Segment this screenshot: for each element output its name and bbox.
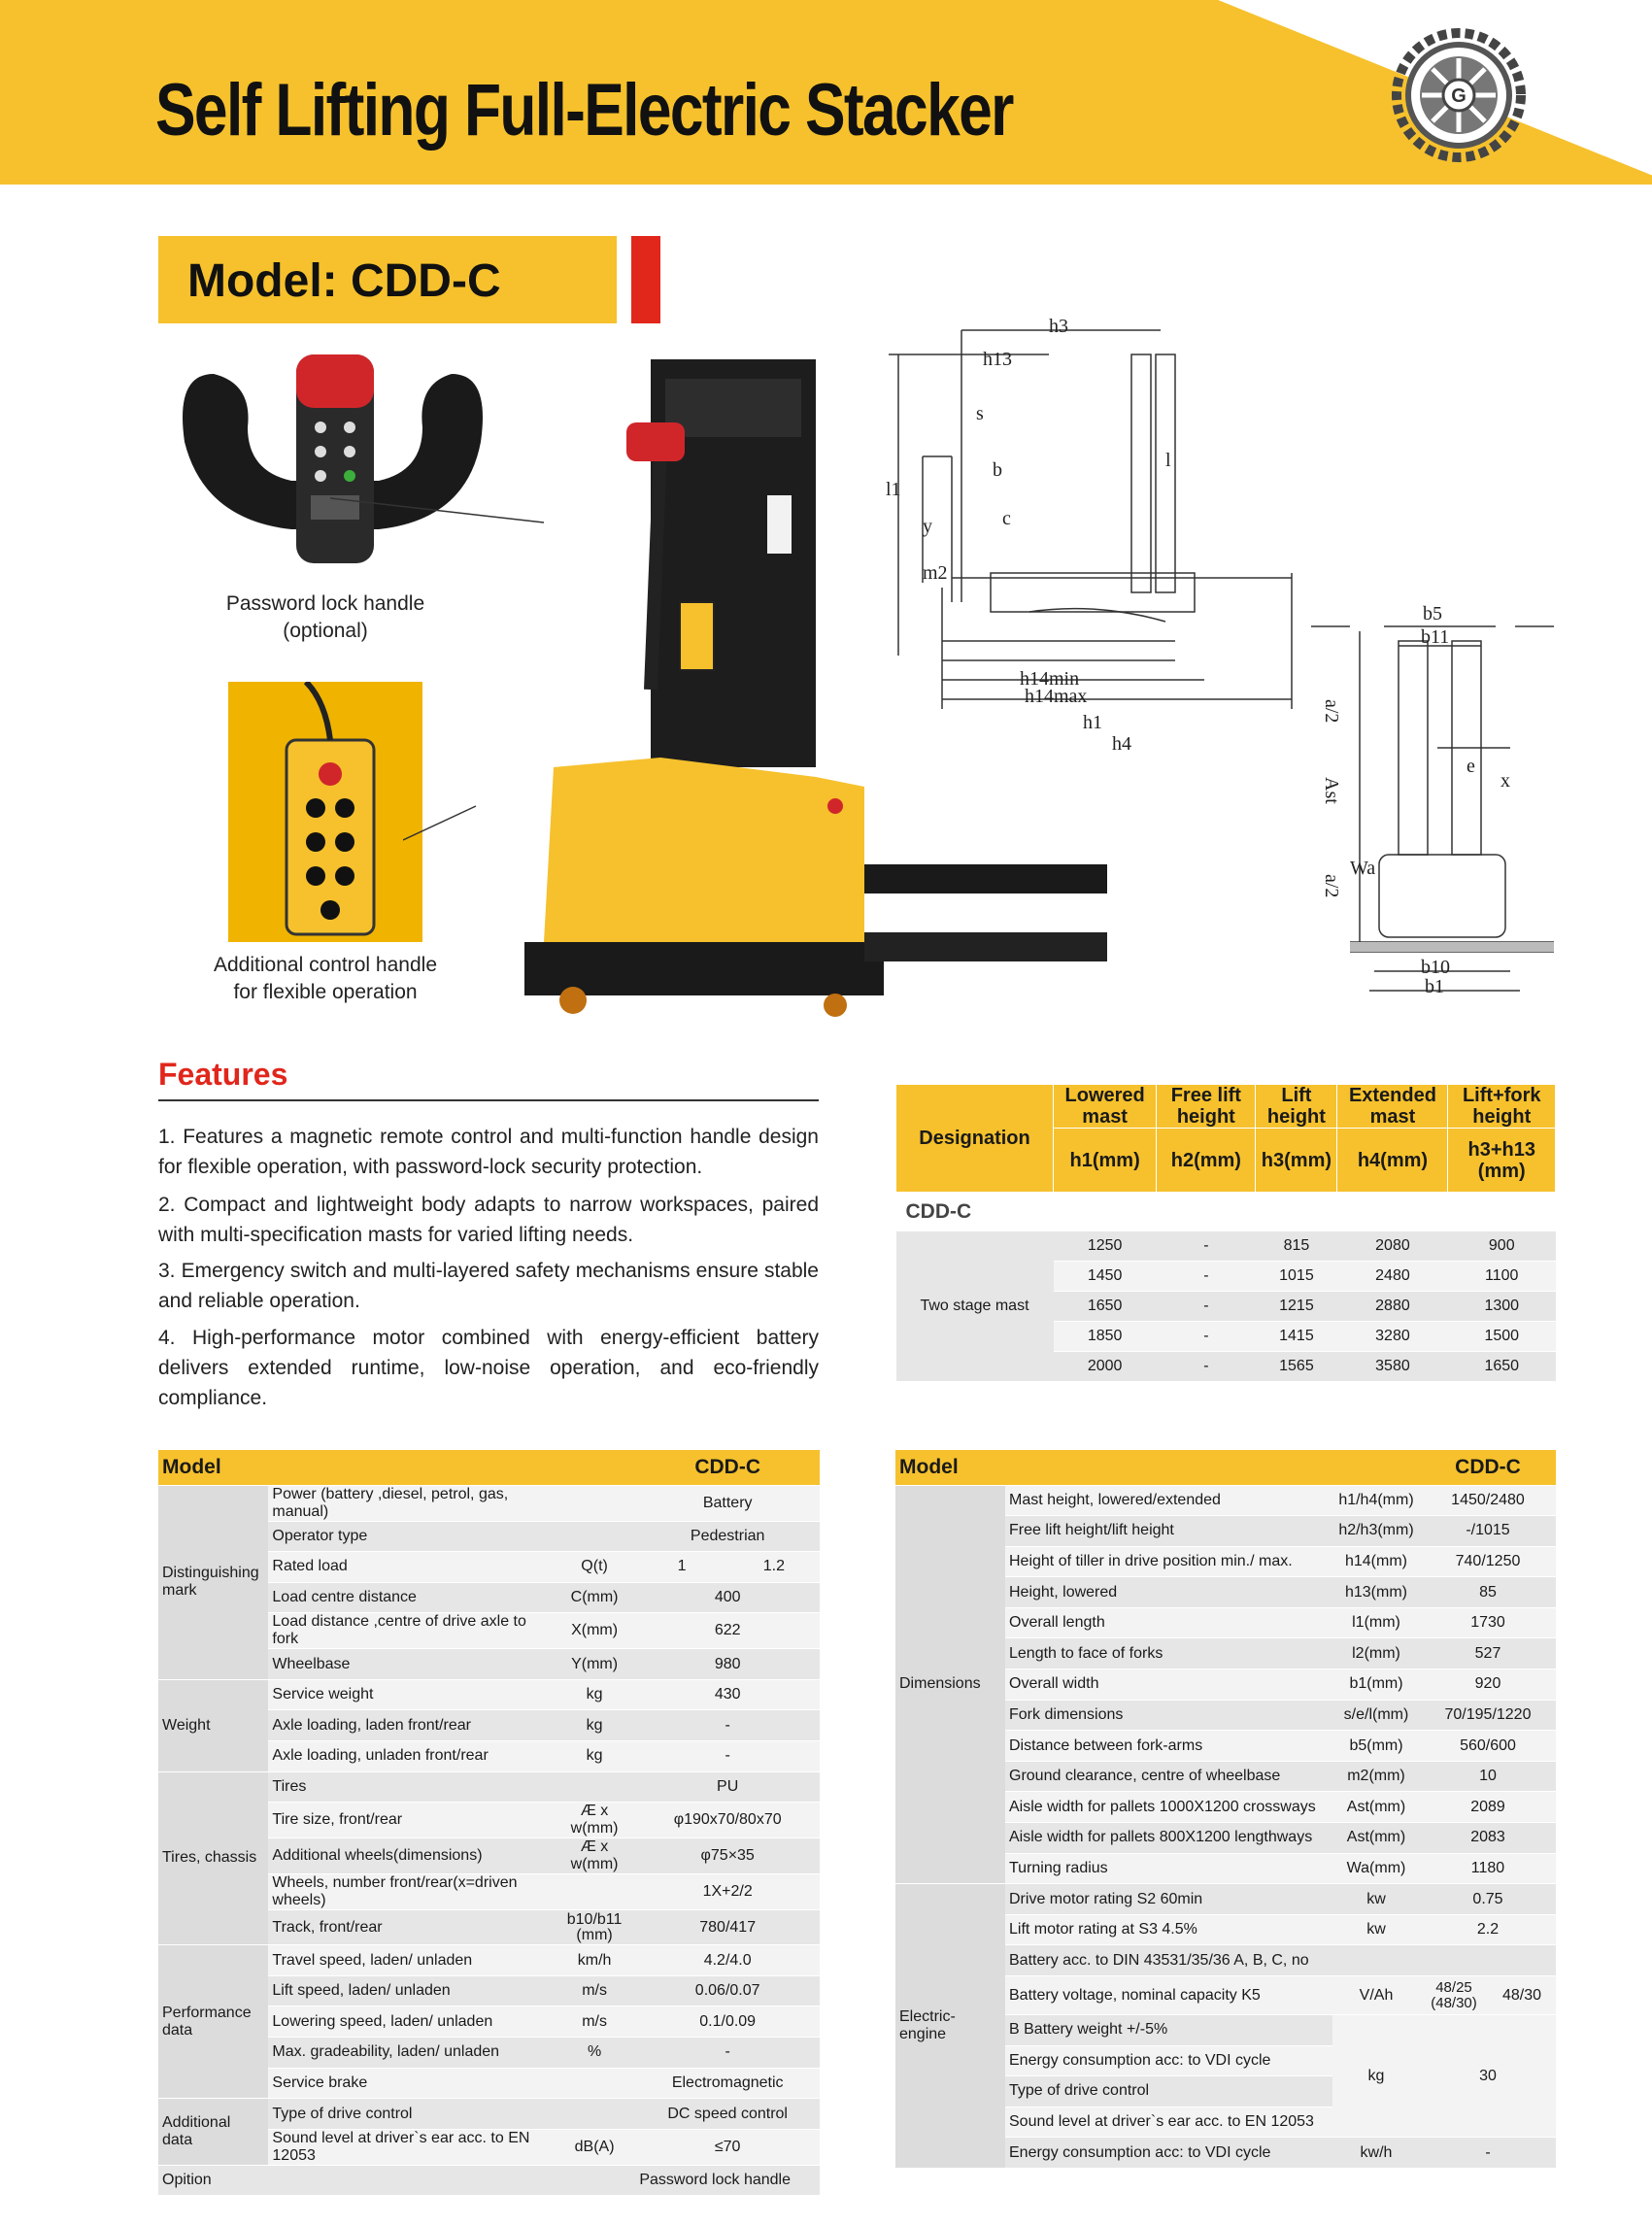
- cell: 3580: [1337, 1352, 1448, 1382]
- row-label: Turning radius: [1005, 1853, 1332, 1884]
- spec-model-label: Model: [158, 1450, 635, 1485]
- row-label: Additional wheels(dimensions): [268, 1838, 553, 1874]
- row-unit: Wa(mm): [1332, 1853, 1420, 1884]
- row-label: Sound level at driver`s ear acc. to EN 12053: [1005, 2107, 1332, 2138]
- row-value: φ75×35: [635, 1838, 820, 1874]
- svg-text:l: l: [1165, 450, 1171, 471]
- row-value: 70/195/1220: [1420, 1700, 1556, 1731]
- row-value: 1X+2/2: [635, 1874, 820, 1910]
- row-label: Max. gradeability, laden/ unladen: [268, 2038, 553, 2069]
- row-value-2: 1.2: [728, 1552, 820, 1583]
- row-value: 85: [1420, 1577, 1556, 1608]
- row-value: Pedestrian: [635, 1521, 820, 1552]
- top-view-diagram: [1306, 602, 1559, 1010]
- svg-text:b: b: [993, 459, 1002, 481]
- row-unit: l1(mm): [1332, 1607, 1420, 1638]
- col-unit: h3+h13 (mm): [1448, 1129, 1556, 1193]
- cell: 1250: [1054, 1231, 1157, 1262]
- row-label: Energy consumption acc: to VDI cycle: [1005, 2045, 1332, 2076]
- svg-text:b10: b10: [1421, 957, 1450, 978]
- feature-item-4: 4. High-performance motor combined with energy-efficient battery delivers extended runtime, low-noise operation, and eco-friendly compliance.: [158, 1327, 819, 1409]
- row-unit: m/s: [554, 1975, 636, 2006]
- col-unit: h1(mm): [1054, 1129, 1157, 1193]
- row-label: Fork dimensions: [1005, 1700, 1332, 1731]
- row-label: Lowering speed, laden/ unladen: [268, 2006, 553, 2038]
- row-unit: Æ x w(mm): [554, 1803, 636, 1838]
- svg-text:a/2: a/2: [1321, 874, 1342, 898]
- svg-text:h13: h13: [983, 349, 1012, 370]
- row-value: 560/600: [1420, 1731, 1556, 1762]
- spec-model-label: Model: [895, 1450, 1420, 1485]
- row-label: Height of tiller in drive position min./ max.: [1005, 1546, 1332, 1577]
- row-value: 2089: [1420, 1792, 1556, 1823]
- svg-text:l1: l1: [886, 479, 901, 500]
- feature-item-1: 1. Features a magnetic remote control and multi-function handle design for flexible operation, with password-lock security protection.: [158, 1126, 819, 1178]
- row-value: -: [635, 2038, 820, 2069]
- mast-group: Two stage mast: [896, 1231, 1054, 1382]
- row-label: Aisle width for pallets 800X1200 lengthways: [1005, 1823, 1332, 1854]
- cell: 3280: [1337, 1322, 1448, 1352]
- cell: 1650: [1448, 1352, 1556, 1382]
- row-value: 0.1/0.09: [635, 2006, 820, 2038]
- svg-text:c: c: [1002, 508, 1011, 529]
- group-electric: Electric- engine: [895, 1884, 1005, 2169]
- option-label: Opition: [158, 2165, 635, 2196]
- row-value: 30: [1420, 2015, 1556, 2138]
- cell: 1500: [1448, 1322, 1556, 1352]
- row-value: 10: [1420, 1761, 1556, 1792]
- row-value: 2083: [1420, 1823, 1556, 1854]
- cell: 900: [1448, 1231, 1556, 1262]
- row-value: 48/25 (48/30): [1420, 1976, 1488, 2015]
- col-unit: h3(mm): [1256, 1129, 1337, 1193]
- control-caption: Additional control handle for flexible operation: [214, 954, 437, 1003]
- row-label: Overall length: [1005, 1607, 1332, 1638]
- row-unit: Q(t): [554, 1552, 636, 1583]
- row-unit: kw/h: [1332, 2138, 1420, 2169]
- cell: -: [1157, 1292, 1256, 1322]
- row-value: 622: [635, 1613, 820, 1649]
- cell: 1100: [1448, 1262, 1556, 1292]
- row-value: [1420, 1945, 1556, 1976]
- row-value: -: [635, 1741, 820, 1772]
- row-unit: s/e/l(mm): [1332, 1700, 1420, 1731]
- svg-text:Wa: Wa: [1350, 858, 1376, 879]
- row-value: -/1015: [1420, 1516, 1556, 1547]
- row-unit: h13(mm): [1332, 1577, 1420, 1608]
- cell: 1015: [1256, 1262, 1337, 1292]
- cell: -: [1157, 1262, 1256, 1292]
- svg-text:e: e: [1467, 756, 1475, 777]
- row-label: Aisle width for pallets 1000X1200 crossways: [1005, 1792, 1332, 1823]
- row-label: Lift motor rating at S3 4.5%: [1005, 1914, 1332, 1945]
- spec-model-value: CDD-C: [1420, 1450, 1556, 1485]
- row-label: Type of drive control: [268, 2099, 553, 2130]
- row-value: 780/417: [635, 1910, 820, 1945]
- page-title: Self Lifting Full-Electric Stacker: [155, 69, 1013, 152]
- row-unit: [1332, 1945, 1420, 1976]
- svg-text:a/2: a/2: [1321, 699, 1342, 724]
- svg-text:h1: h1: [1083, 712, 1102, 733]
- cell: 1650: [1054, 1292, 1157, 1322]
- row-value: DC speed control: [635, 2099, 820, 2130]
- row-value: 400: [635, 1582, 820, 1613]
- row-value: -: [635, 1710, 820, 1741]
- row-unit: kg: [554, 1741, 636, 1772]
- group-performance: Performance data: [158, 1945, 268, 2099]
- row-label: Height, lowered: [1005, 1577, 1332, 1608]
- row-label: Ground clearance, centre of wheelbase: [1005, 1761, 1332, 1792]
- row-value: 1450/2480: [1420, 1485, 1556, 1516]
- row-value: 1730: [1420, 1607, 1556, 1638]
- col-unit: h2(mm): [1157, 1129, 1256, 1193]
- row-unit: kg: [554, 1679, 636, 1710]
- control-pointer-line: [403, 801, 481, 845]
- row-label: Track, front/rear: [268, 1910, 553, 1945]
- svg-text:h3: h3: [1049, 316, 1068, 337]
- svg-text:b5: b5: [1423, 603, 1442, 624]
- row-unit: [554, 2068, 636, 2099]
- designation-model: CDD-C: [896, 1193, 1556, 1231]
- row-unit: [554, 1874, 636, 1910]
- feature-item-3: 3. Emergency switch and multi-layered safety mechanisms ensure stable and reliable operation.: [158, 1260, 819, 1312]
- row-unit: b1(mm): [1332, 1669, 1420, 1701]
- row-unit: kg: [1332, 2015, 1420, 2138]
- feature-item-2: 2. Compact and lightweight body adapts to narrow workspaces, paired with multi-specification masts for varied lifting needs.: [158, 1194, 819, 1246]
- row-unit: Æ x w(mm): [554, 1838, 636, 1874]
- row-label: Mast height, lowered/extended: [1005, 1485, 1332, 1516]
- row-label: Battery voltage, nominal capacity K5: [1005, 1976, 1332, 2015]
- cell: 2000: [1054, 1352, 1157, 1382]
- row-unit: dB(A): [554, 2129, 636, 2165]
- svg-text:x: x: [1500, 770, 1510, 792]
- col-header: Extended mast: [1337, 1085, 1448, 1129]
- svg-text:b1: b1: [1425, 976, 1444, 997]
- group-weight: Weight: [158, 1679, 268, 1771]
- row-unit: h2/h3(mm): [1332, 1516, 1420, 1547]
- row-label: Power (battery ,diesel, petrol, gas, manual): [268, 1485, 553, 1521]
- row-unit: km/h: [554, 1945, 636, 1976]
- row-value: -: [1420, 2138, 1556, 2169]
- col-unit: h4(mm): [1337, 1129, 1448, 1193]
- row-value: ≤70: [635, 2129, 820, 2165]
- row-value: Electromagnetic: [635, 2068, 820, 2099]
- svg-text:h14max: h14max: [1025, 686, 1088, 707]
- accent-bar: [631, 236, 660, 323]
- svg-text:m2: m2: [923, 562, 948, 584]
- features-divider: [158, 1099, 819, 1101]
- row-unit: m/s: [554, 2006, 636, 2038]
- row-unit: kg: [554, 1710, 636, 1741]
- svg-text:b11: b11: [1421, 626, 1450, 648]
- handle-caption: Password lock handle (optional): [225, 592, 425, 642]
- spec-table-right: [895, 1450, 1556, 2169]
- row-label: Rated load: [268, 1552, 553, 1583]
- side-view-diagram: [884, 311, 1301, 758]
- row-label: Energy consumption acc: to VDI cycle: [1005, 2138, 1332, 2169]
- cell: 1850: [1054, 1322, 1157, 1352]
- cell: 1565: [1256, 1352, 1337, 1382]
- row-label: Travel speed, laden/ unladen: [268, 1945, 553, 1976]
- cell: -: [1157, 1231, 1256, 1262]
- features-heading: Features: [158, 1057, 288, 1092]
- row-label: Tire size, front/rear: [268, 1803, 553, 1838]
- row-value: 1: [635, 1552, 727, 1583]
- row-label: Free lift height/lift height: [1005, 1516, 1332, 1547]
- col-header: Lift+fork height: [1448, 1085, 1556, 1129]
- group-dimensions: Dimensions: [895, 1485, 1005, 1884]
- row-label: Wheelbase: [268, 1649, 553, 1680]
- svg-text:y: y: [923, 516, 932, 537]
- group-additional: Additional data: [158, 2099, 268, 2166]
- row-label: Overall width: [1005, 1669, 1332, 1701]
- row-unit: [554, 1771, 636, 1803]
- spec-model-value: CDD-C: [635, 1450, 820, 1485]
- row-unit: [554, 1521, 636, 1552]
- row-label: Lift speed, laden/ unladen: [268, 1975, 553, 2006]
- row-value: 740/1250: [1420, 1546, 1556, 1577]
- row-unit: b5(mm): [1332, 1731, 1420, 1762]
- row-unit: h14(mm): [1332, 1546, 1420, 1577]
- row-unit: h1/h4(mm): [1332, 1485, 1420, 1516]
- row-label: Operator type: [268, 1521, 553, 1552]
- group-tires: Tires, chassis: [158, 1771, 268, 1945]
- row-unit: Y(mm): [554, 1649, 636, 1680]
- row-label: B Battery weight +/-5%: [1005, 2015, 1332, 2046]
- row-unit: m2(mm): [1332, 1761, 1420, 1792]
- svg-text:Ast: Ast: [1321, 777, 1342, 804]
- row-label: Load distance ,centre of drive axle to fork: [268, 1613, 553, 1649]
- cell: 1215: [1256, 1292, 1337, 1322]
- row-unit: X(mm): [554, 1613, 636, 1649]
- col-header: Lift height: [1256, 1085, 1337, 1129]
- designation-header: Designation: [896, 1085, 1054, 1193]
- row-label: Axle loading, laden front/rear: [268, 1710, 553, 1741]
- row-unit: [554, 1485, 636, 1521]
- row-label: Distance between fork-arms: [1005, 1731, 1332, 1762]
- row-unit: C(mm): [554, 1582, 636, 1613]
- designation-table: [895, 1084, 1556, 1382]
- row-label: Service brake: [268, 2068, 553, 2099]
- cell: 815: [1256, 1231, 1337, 1262]
- row-label: Tires: [268, 1771, 553, 1803]
- row-value: 527: [1420, 1638, 1556, 1669]
- row-label: Drive motor rating S2 60min: [1005, 1884, 1332, 1915]
- svg-text:h14min: h14min: [1020, 668, 1080, 690]
- svg-text:h4: h4: [1112, 733, 1131, 755]
- handle-image: [175, 335, 495, 583]
- row-unit: V/Ah: [1332, 1976, 1420, 2015]
- row-label: Wheels, number front/rear(x=driven wheels): [268, 1874, 553, 1910]
- row-value: 1180: [1420, 1853, 1556, 1884]
- spec-table-left: [158, 1450, 820, 2196]
- row-unit: [554, 2099, 636, 2130]
- cell: -: [1157, 1322, 1256, 1352]
- row-value: PU: [635, 1771, 820, 1803]
- row-unit: b10/b11 (mm): [554, 1910, 636, 1945]
- row-unit: kw: [1332, 1884, 1420, 1915]
- row-value: 980: [635, 1649, 820, 1680]
- row-value: 4.2/4.0: [635, 1945, 820, 1976]
- brand-logo-icon: [1391, 27, 1527, 163]
- row-label: Service weight: [268, 1679, 553, 1710]
- cell: 1450: [1054, 1262, 1157, 1292]
- control-handle-image: [228, 682, 422, 942]
- svg-text:s: s: [976, 403, 984, 424]
- cell: 1300: [1448, 1292, 1556, 1322]
- row-label: Battery acc. to DIN 43531/35/36 A, B, C, no: [1005, 1945, 1332, 1976]
- cell: 2480: [1337, 1262, 1448, 1292]
- row-unit: Ast(mm): [1332, 1792, 1420, 1823]
- row-value-2: 48/30: [1488, 1976, 1556, 2015]
- cell: -: [1157, 1352, 1256, 1382]
- row-value: φ190x70/80x70: [635, 1803, 820, 1838]
- group-distinguishing: Distinguishing mark: [158, 1485, 268, 1679]
- model-label: Model: CDD-C: [187, 255, 501, 307]
- row-value: 0.75: [1420, 1884, 1556, 1915]
- row-unit: kw: [1332, 1914, 1420, 1945]
- row-unit: Ast(mm): [1332, 1823, 1420, 1854]
- row-label: Length to face of forks: [1005, 1638, 1332, 1669]
- cell: 2880: [1337, 1292, 1448, 1322]
- row-value: 430: [635, 1679, 820, 1710]
- row-value: 2.2: [1420, 1914, 1556, 1945]
- row-label: Load centre distance: [268, 1582, 553, 1613]
- col-header: Free lift height: [1157, 1085, 1256, 1129]
- row-unit: l2(mm): [1332, 1638, 1420, 1669]
- row-value: Battery: [635, 1485, 820, 1521]
- cell: 2080: [1337, 1231, 1448, 1262]
- cell: 1415: [1256, 1322, 1337, 1352]
- row-label: Axle loading, unladen front/rear: [268, 1741, 553, 1772]
- row-label: Sound level at driver`s ear acc. to EN 12053: [268, 2129, 553, 2165]
- option-value: Password lock handle: [635, 2165, 820, 2196]
- row-label: Type of drive control: [1005, 2076, 1332, 2107]
- row-unit: %: [554, 2038, 636, 2069]
- row-value: 920: [1420, 1669, 1556, 1701]
- col-header: Lowered mast: [1054, 1085, 1157, 1129]
- row-value: 0.06/0.07: [635, 1975, 820, 2006]
- svg-text:G: G: [1451, 85, 1467, 107]
